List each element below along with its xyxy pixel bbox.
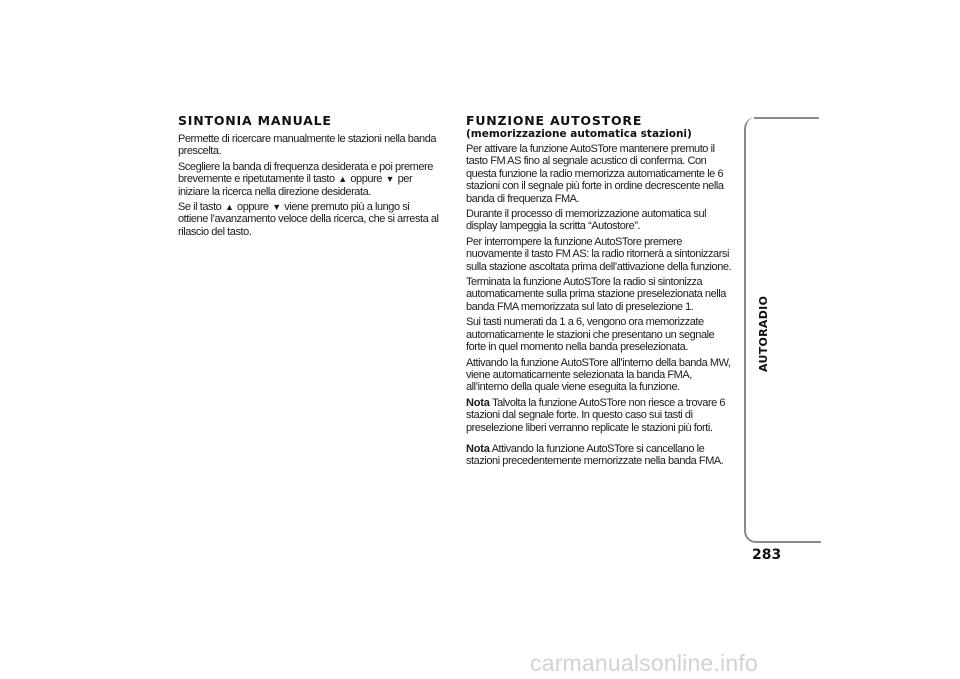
section-title: SINTONIA MANUALE bbox=[178, 113, 332, 128]
section-subtitle: (memorizzazione automatica stazioni) bbox=[466, 128, 692, 140]
section-funzione-autostore bbox=[466, 114, 734, 471]
section-sintonia-manuale bbox=[178, 114, 440, 241]
paragraph: Scegliere la banda di frequenza desiderata e poi premere brevemente e ripetutamente il tasto ▲ oppure ▼ per iniziare la ricerca nella direzione desiderata. bbox=[178, 160, 433, 198]
note-text: Talvolta la funzione AutoSTore non riesce a trovare 6 stazioni dal segnale forte. In questo caso sui tasti di preselezione liberi verranno replicate le stazioni più forti. bbox=[466, 396, 726, 434]
down-arrow-icon: ▼ bbox=[272, 202, 281, 213]
note bbox=[466, 397, 734, 434]
paragraph: Attivando la funzione AutoSTore all’interno della banda MW, viene automaticamente selezionata la banda FMA, all’interno della quale viene eseguita la funzione. bbox=[466, 356, 731, 394]
paragraph: Durante il processo di memorizzazione automatica sul display lampeggia la scritta “Autostore”. bbox=[466, 208, 707, 233]
down-arrow-icon: ▼ bbox=[385, 174, 395, 185]
note-label: Nota bbox=[466, 442, 490, 455]
section-tab-frame bbox=[744, 117, 821, 543]
section-title: FUNZIONE AUTOSTORE bbox=[466, 113, 643, 128]
paragraph: Se il tasto ▲ oppure ▼ viene premuto più a lungo si ottiene l’avanzamento veloce della ricerca, che si arresta al rilascio del tasto. bbox=[178, 201, 439, 238]
paragraph: Terminata la funzione AutoSTore la radio si sintonizza automaticamente sulla prima stazione preselezionata nella banda FMA memorizzata sul lato di preselezione 1. bbox=[466, 276, 726, 313]
up-arrow-icon: ▲ bbox=[338, 174, 347, 185]
note bbox=[466, 443, 734, 468]
paragraph: Per attivare la funzione AutoSTore mantenere premuto il tasto FM AS fino al segnale acustico di conferma. Con questa funzione la radio memorizza automaticamente le 6 stazioni con il segnale più forte in ordine decrescente nella banda di frequenza FMA. bbox=[466, 143, 724, 205]
note-label: Nota bbox=[466, 396, 490, 409]
up-arrow-icon: ▲ bbox=[224, 202, 234, 213]
paragraph: Per interrompere la funzione AutoSTore premere nuovamente il tasto FM AS: la radio ritornerà a sintonizzarsi sulla stazione ascoltata prima dell’attivazione della funzione. bbox=[466, 235, 732, 273]
section-tab-top-rule bbox=[754, 117, 819, 119]
paragraph: Permette di ricercare manualmente le stazioni nella banda prescelta. bbox=[178, 133, 437, 158]
paragraph: Sui tasti numerati da 1 a 6, vengono ora memorizzate automaticamente le stazioni che presentano un segnale forte in quel momento nella banda preselezionata. bbox=[466, 316, 715, 354]
watermark: carmanualsonline.info bbox=[530, 650, 758, 676]
section-tab-label: AUTORADIO bbox=[757, 295, 770, 372]
page-number: 283 bbox=[752, 547, 782, 563]
note-text: Attivando la funzione AutoSTore si cancellano le stazioni precedentemente memorizzate nella banda FMA. bbox=[466, 442, 724, 468]
